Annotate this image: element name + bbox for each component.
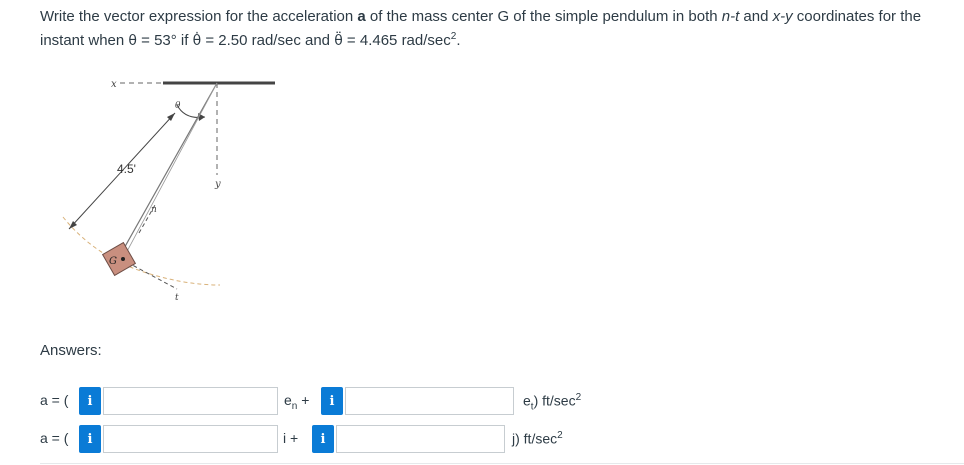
question-text-part: Write the vector expression for the acceleration — [40, 8, 358, 25]
j-unit-label — [512, 430, 563, 447]
squared-exponent: 2 — [450, 31, 457, 42]
divider — [40, 463, 964, 464]
answer-row-nt — [40, 386, 940, 416]
nt-coordinates: n-t — [721, 8, 740, 25]
et-unit: ) ft/sec — [533, 392, 576, 409]
en-plus: + — [297, 392, 310, 408]
pendulum-mass — [103, 243, 136, 276]
xy-coordinates: x-y — [772, 8, 793, 25]
info-icon[interactable] — [312, 425, 334, 453]
length-label: 4.5' — [117, 162, 136, 176]
en-subscript: n — [291, 400, 298, 412]
n-axis-label: n — [151, 205, 157, 215]
at-input[interactable] — [345, 387, 514, 415]
info-icon[interactable] — [79, 387, 101, 415]
info-glyph: i — [87, 393, 93, 409]
theta-ddot-value: = 4.465 rad/sec — [342, 32, 451, 49]
info-icon[interactable] — [79, 425, 101, 453]
et-subscript: t — [530, 401, 534, 413]
answers-heading: Answers: — [40, 342, 102, 359]
j-exponent: 2 — [557, 430, 563, 441]
theta-symbol: θ — [128, 33, 137, 49]
acceleration-symbol: a — [357, 8, 366, 25]
row-prefix-label: a = ( — [40, 392, 69, 408]
answer-row-xy — [40, 424, 940, 454]
en-label — [284, 392, 309, 412]
question-text — [40, 7, 955, 51]
mass-center-dot — [121, 257, 125, 261]
question-text-part: . — [456, 32, 461, 49]
theta-ddot-symbol: θ̈ — [334, 33, 343, 49]
info-glyph: i — [320, 431, 326, 447]
ay-input[interactable] — [336, 425, 505, 453]
pendulum-figure — [55, 75, 295, 315]
row-prefix-label: a = ( — [40, 430, 69, 446]
question-text-part: of the mass center G of the simple pendulum in both — [365, 8, 722, 25]
et-e: e — [523, 392, 531, 409]
theta-dot-value: = 2.50 rad/sec and — [201, 32, 335, 49]
an-input[interactable] — [103, 387, 278, 415]
et-unit-label — [523, 392, 581, 412]
theta-dot-symbol: θ̇ — [192, 33, 202, 49]
question-text-part: coordinates for the — [792, 8, 922, 25]
i-label: i + — [283, 430, 299, 446]
theta-label: θ — [175, 101, 181, 111]
info-glyph: i — [87, 431, 93, 447]
y-axis-label: y — [215, 179, 221, 190]
ax-input[interactable] — [103, 425, 278, 453]
j-unit: j) ft/sec — [512, 430, 558, 447]
question-text-part: instant when — [40, 32, 129, 49]
x-axis-label: x — [111, 79, 117, 90]
t-axis-label: t — [175, 293, 179, 303]
info-glyph: i — [329, 393, 335, 409]
theta-value: = 53° if — [136, 32, 193, 49]
pendulum-rod-edge — [124, 83, 217, 257]
en-e: e — [284, 392, 292, 408]
mass-center-label: G — [109, 256, 117, 267]
question-text-part: and — [739, 8, 773, 25]
swing-path — [63, 217, 220, 285]
info-icon[interactable] — [321, 387, 343, 415]
et-exponent: 2 — [575, 392, 582, 403]
